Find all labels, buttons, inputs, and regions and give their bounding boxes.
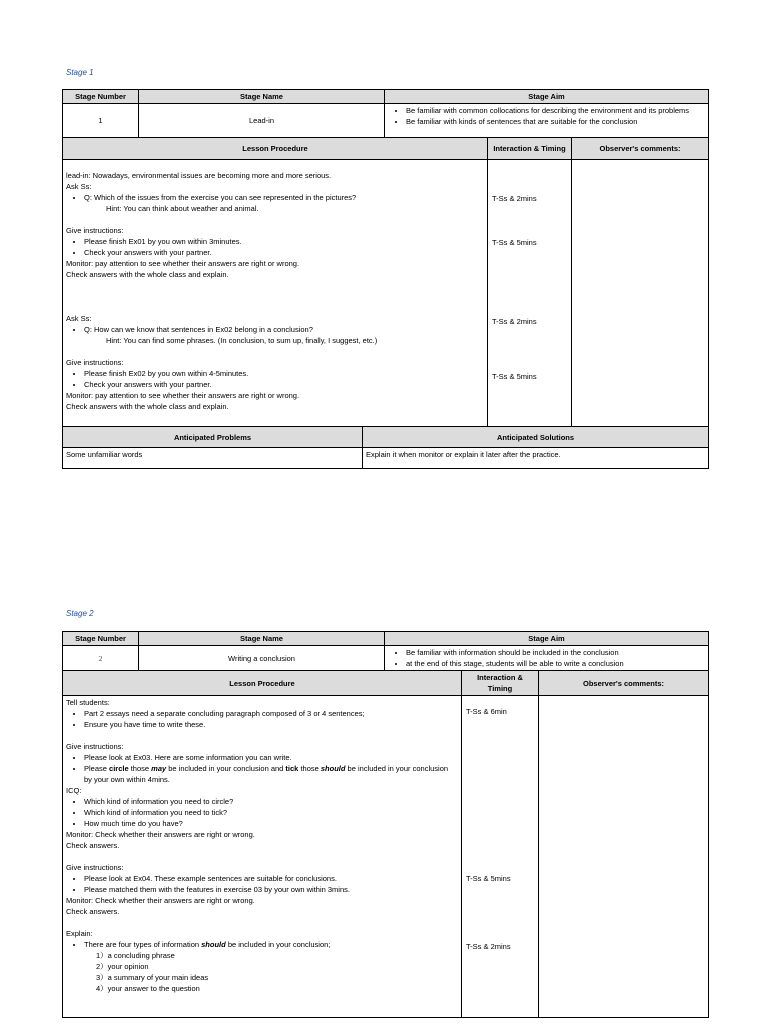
stage-number-header: Stage Number (63, 90, 139, 104)
observer-comments-header: Observer's comments: (539, 671, 709, 696)
instruction-item: • Please finish Ex02 by you own within 4-5minutes. (84, 368, 484, 379)
timing: T-Ss & 2mins (492, 194, 537, 203)
question: • Q: Which of the issues from the exercise you can see represented in the pictures? (84, 192, 484, 203)
stage-2-table (62, 631, 709, 1018)
give-instructions: Give instructions: (66, 742, 124, 751)
icq-item: • Which kind of information you need to circle? (84, 796, 458, 807)
anticipated-solutions-header: Anticipated Solutions (363, 427, 709, 448)
list-item: • Part 2 essays need a separate concluding paragraph composed of 3 or 4 sentences; (84, 708, 458, 719)
interaction-timing-cell (488, 160, 572, 428)
observer-comments-cell (572, 160, 709, 428)
monitor: Monitor: pay attention to see whether their answers are right or wrong. (66, 259, 300, 268)
check-answers: Check answers with the whole class and explain. (66, 270, 229, 279)
aim-item: • Be familiar with kinds of sentences that are suitable for the conclusion (406, 116, 705, 127)
anticipated-table (62, 426, 709, 469)
list-item: • Ensure you have time to write these. (84, 719, 458, 730)
lesson-procedure (63, 160, 488, 428)
hint: Hint: You can think about weather and animal. (106, 204, 259, 213)
numbered-item: 4）your answer to the question (96, 984, 200, 993)
instruction-item: • Please circle those may be included in your conclusion and tick those should be included in your conclusion by your own within 4mins. (84, 763, 458, 785)
stage-1-label: Stage 1 (66, 68, 94, 77)
hint: Hint: You can find some phrases. (In conclusion, to sum up, finally, I suggest, etc.) (106, 336, 378, 345)
timing: T-Ss & 2mins (466, 942, 511, 951)
anticipated-problems-header: Anticipated Problems (63, 427, 363, 448)
lead-in-text: lead-in: Nowadays, environmental issues are becoming more and more serious. (66, 171, 332, 180)
interaction-timing-header: Interaction & Timing (488, 138, 572, 160)
anticipated-solution: Explain it when monitor or explain it later after the practice. (363, 448, 709, 469)
question: • Q: How can we know that sentences in Ex02 belong in a conclusion? (84, 324, 484, 335)
observer-comments-header: Observer's comments: (572, 138, 709, 160)
stage-aims (385, 646, 709, 671)
explain-item: • There are four types of information should be included in your conclusion; (84, 939, 458, 950)
monitor: Monitor: Check whether their answers are right or wrong. (66, 896, 255, 905)
ask-ss: Ask Ss: (66, 182, 92, 191)
icq-item: • Which kind of information you need to tick? (84, 807, 458, 818)
stage-name-header: Stage Name (139, 90, 385, 104)
give-instructions: Give instructions: (66, 358, 124, 367)
numbered-item: 1）a concluding phrase (96, 951, 175, 960)
ask-ss: Ask Ss: (66, 314, 92, 323)
numbered-item: 2）your opinion (96, 962, 149, 971)
icq: ICQ: (66, 786, 82, 795)
aim-item: • Be familiar with information should be included in the conclusion (406, 647, 705, 658)
icq-item: • How much time do you have? (84, 818, 458, 829)
lesson-procedure (63, 696, 462, 1018)
lesson-procedure-header: Lesson Procedure (63, 671, 462, 696)
monitor: Monitor: Check whether their answers are right or wrong. (66, 830, 255, 839)
numbered-item: 3）a summary of your main ideas (96, 973, 209, 982)
check-answers: Check answers. (66, 907, 120, 916)
observer-comments-cell (539, 696, 709, 1018)
aim-item: • at the end of this stage, students will be able to write a conclusion (406, 658, 705, 669)
explain: Explain: (66, 929, 93, 938)
anticipated-problem: Some unfamiliar words (63, 448, 363, 469)
stage-number: 2 (63, 646, 139, 671)
interaction-timing-header: Interaction & Timing (462, 671, 539, 696)
monitor: Monitor: pay attention to see whether their answers are right or wrong. (66, 391, 300, 400)
give-instructions: Give instructions: (66, 863, 124, 872)
check-answers: Check answers with the whole class and explain. (66, 402, 229, 411)
interaction-timing-cell (462, 696, 539, 1018)
check-answers: Check answers. (66, 841, 120, 850)
stage-aims (385, 104, 709, 138)
instruction-item: • Please look at Ex03. Here are some information you can write. (84, 752, 458, 763)
instruction-item: • Please matched them with the features in exercise 03 by your own within 3mins. (84, 884, 458, 895)
stage-name: Lead-in (139, 104, 385, 138)
tell-students: Tell students: (66, 698, 110, 707)
stage-aim-header: Stage Aim (385, 90, 709, 104)
stage-name-header: Stage Name (139, 632, 385, 646)
stage-number-header: Stage Number (63, 632, 139, 646)
give-instructions: Give instructions: (66, 226, 124, 235)
aim-item: • Be familiar with common collocations for describing the environment and its problems (406, 105, 705, 116)
instruction-item: • Please finish Ex01 by you own within 3minutes. (84, 236, 484, 247)
stage-1-table (62, 89, 709, 428)
timing: T-Ss & 2mins (492, 317, 537, 326)
instruction-item: • Check your answers with your partner. (84, 247, 484, 258)
instruction-item: • Please look at Ex04. These example sentences are suitable for conclusions. (84, 873, 458, 884)
timing: T-Ss & 6min (466, 707, 507, 716)
timing: T-Ss & 5mins (492, 238, 537, 247)
stage-number: 1 (63, 104, 139, 138)
stage-2-label: Stage 2 (66, 609, 94, 618)
stage-name: Writing a conclusion (139, 646, 385, 671)
instruction-item: • Check your answers with your partner. (84, 379, 484, 390)
timing: T-Ss & 5mins (466, 874, 511, 883)
stage-aim-header: Stage Aim (385, 632, 709, 646)
timing: T-Ss & 5mins (492, 372, 537, 381)
lesson-procedure-header: Lesson Procedure (63, 138, 488, 160)
